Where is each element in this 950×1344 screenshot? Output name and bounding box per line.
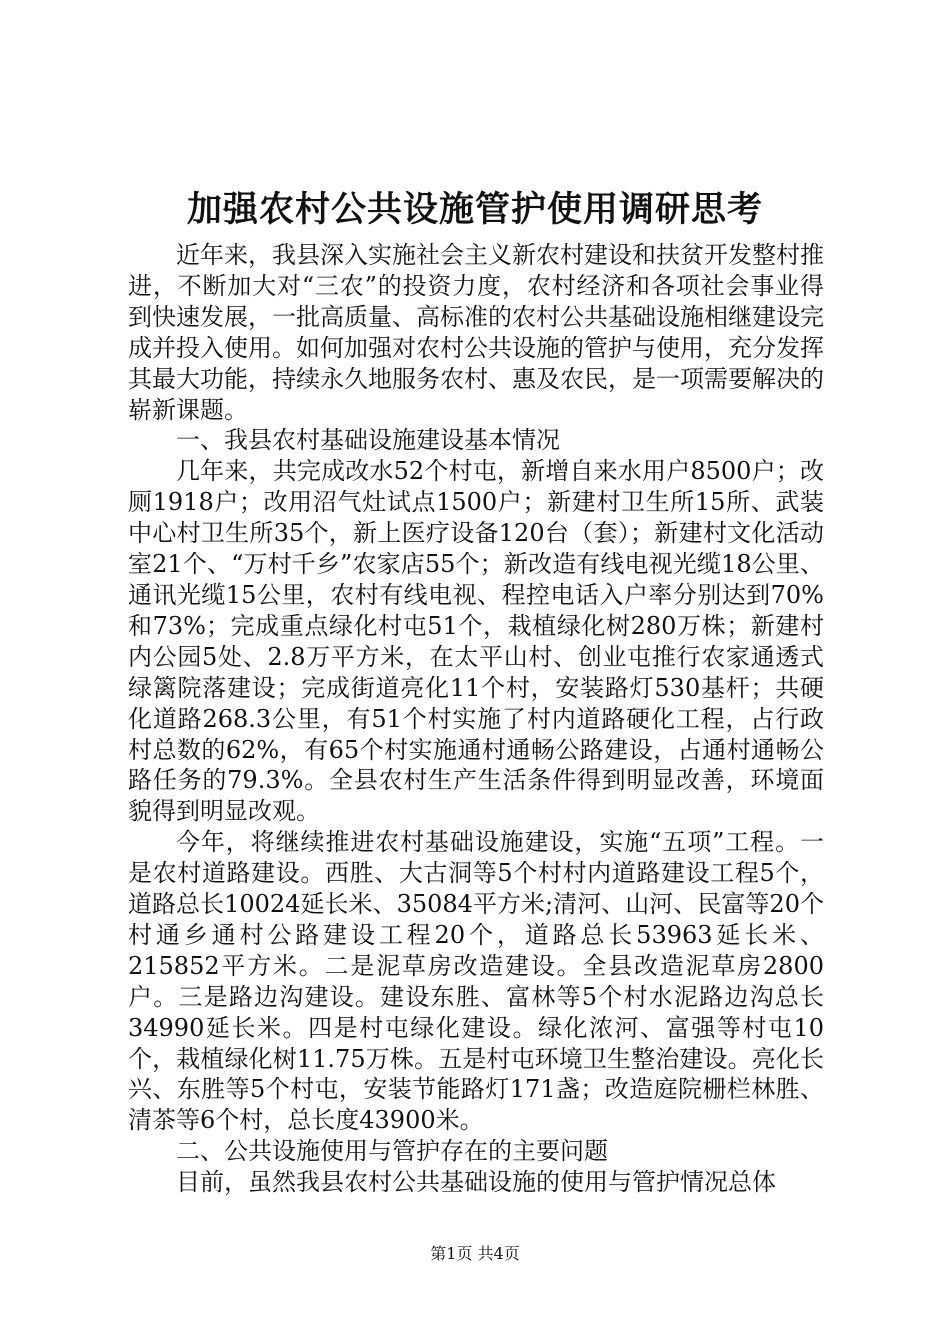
paragraph-achievements: 几年来，共完成改水52个村屯，新增自来水用户8500户；改厕1918户；改用沼气灶试点1500户；新建村卫生所15所、武装中心村卫生所35个，新上医疗设备120台（套）；新建村文化活动室21个、“万村千乡”农家店55个；新改造有线电视光缆18公里、通讯光缆15公里，农村有线电视、程控电话入户率分别达到70%和73%；完成重点绿化村屯51个，栽植绿化树280万株；新建村内公园5处、2.8万平方米，在太平山村、创业屯推行农家通透式绿篱院落建设；完成街道亮化11个村，安装路灯530基杆；共硬化道路268.3公里，有51个村实施了村内道路硬化工程，占行政村总数的62%，有65个村实施通村通畅公路建设，占通村通畅公路任务的79.3%。全县农村生产生活条件得到明显改善，环境面貌得到明显改观。 (128, 457, 824, 826)
paragraph-problems: 目前，虽然我县农村公共基础设施的使用与管护情况总体 (176, 1168, 776, 1197)
document-title: 加强农村公共设施管护使用调研思考 (186, 189, 763, 230)
section-heading-1: 一、我县农村基础设施建设基本情况 (176, 426, 560, 455)
paragraph-intro: 近年来，我县深入实施社会主义新农村建设和扶贫开发整村推进，不断加大对“三农”的投资力度，农村经济和各项社会事业得到快速发展，一批高质量、高标准的农村公共基础设施相继建设完成并投入使用。如何加强对农村公共设施的管护与使用，充分发挥其最大功能，持续永久地服务农村、惠及农民，是一项需要解决的崭新课题。 (128, 241, 824, 424)
section-heading-2: 二、公共设施使用与管护存在的主要问题 (176, 1137, 608, 1166)
paragraph-this-year: 今年，将继续推进农村基础设施建设，实施“五项”工程。一是农村道路建设。西胜、大古洞等5个村村内道路建设工程5个，道路总长10024延长米、35084平方米;清河、山河、民富等20个村通乡通村公路建设工程20个，道路总长53963延长米、215852平方米。二是泥草房改造建设。全县改造泥草房2800户。三是路边沟建设。建设东胜、富林等5个村水泥路边沟总长34990延长米。四是村屯绿化建设。绿化浓河、富强等村屯10个，栽植绿化树11.75万株。五是村屯环境卫生整治建设。亮化长兴、东胜等5个村屯，安装节能路灯171盏；改造庭院栅栏林胜、清茶等6个村，总长度43900米。 (128, 828, 824, 1135)
page-number: 第1页 共4页 (430, 1244, 520, 1263)
document-body (128, 240, 824, 1198)
